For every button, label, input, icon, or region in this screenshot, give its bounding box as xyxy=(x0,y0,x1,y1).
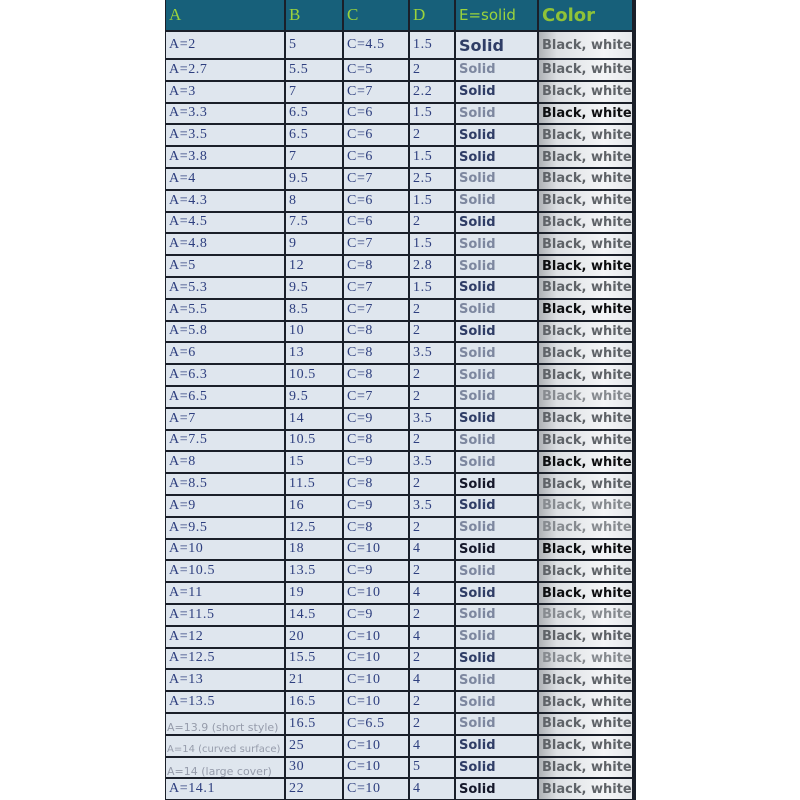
cell-c: C=7 xyxy=(344,387,408,407)
cell-a xyxy=(166,714,284,734)
table-row xyxy=(166,452,632,472)
cell-a: A=13 xyxy=(166,670,284,690)
cell-d: 3.5 xyxy=(410,496,454,516)
cell-color: Black, white xyxy=(539,452,632,472)
cell-color: Black, white xyxy=(539,627,632,647)
cell-b: 5 xyxy=(286,32,342,58)
table-row xyxy=(166,758,632,778)
cell-e: Solid xyxy=(456,431,537,451)
cell-b: 7 xyxy=(286,82,342,102)
table-row xyxy=(166,234,632,254)
cell-b: 14.5 xyxy=(286,605,342,625)
cell-d: 2 xyxy=(410,300,454,320)
cell-d: 2 xyxy=(410,213,454,233)
cell-a: A=2.7 xyxy=(166,60,284,80)
cell-a: A=2 xyxy=(166,32,284,58)
cell-b: 6.5 xyxy=(286,104,342,124)
cell-color: Black, white xyxy=(539,365,632,385)
cell-b: 21 xyxy=(286,670,342,690)
cell-color: Black, white xyxy=(539,518,632,538)
header-d: D xyxy=(410,0,454,30)
cell-color: Black, white xyxy=(539,60,632,80)
cell-c: C=10 xyxy=(344,758,408,778)
cell-e: Solid xyxy=(456,409,537,429)
cell-e: Solid xyxy=(456,670,537,690)
header-e: E=solid xyxy=(456,0,537,30)
cell-e: Solid xyxy=(456,583,537,603)
cell-e: Solid xyxy=(456,387,537,407)
table-row xyxy=(166,670,632,690)
cell-color: Black, white xyxy=(539,191,632,211)
cell-color: Black, white xyxy=(539,213,632,233)
cell-a: A=13.5 xyxy=(166,692,284,712)
cell-d: 4 xyxy=(410,736,454,756)
cell-b: 12 xyxy=(286,256,342,276)
table-row xyxy=(166,191,632,211)
header-b: B xyxy=(286,0,342,30)
table-row xyxy=(166,387,632,407)
cell-e: Solid xyxy=(456,474,537,494)
cell-c: C=8 xyxy=(344,518,408,538)
cell-e: Solid xyxy=(456,692,537,712)
table-row xyxy=(166,409,632,429)
cell-c: C=6 xyxy=(344,125,408,145)
cell-c: C=10 xyxy=(344,736,408,756)
cell-e: Solid xyxy=(456,191,537,211)
cell-b: 14 xyxy=(286,409,342,429)
cell-d: 1.5 xyxy=(410,32,454,58)
cell-a: A=6.5 xyxy=(166,387,284,407)
cell-a: A=12 xyxy=(166,627,284,647)
cell-e: Solid xyxy=(456,278,537,298)
cell-b: 16.5 xyxy=(286,692,342,712)
table-row xyxy=(166,627,632,647)
cell-d: 2 xyxy=(410,322,454,342)
cell-c: C=7 xyxy=(344,278,408,298)
overlay-label-curved-surface: A=14 (curved surface) xyxy=(167,744,281,755)
cell-d: 2.5 xyxy=(410,169,454,189)
cell-e: Solid xyxy=(456,147,537,167)
cell-b: 13 xyxy=(286,343,342,363)
header-row xyxy=(166,0,632,30)
cell-a: A=5.8 xyxy=(166,322,284,342)
cell-color: Black, white xyxy=(539,125,632,145)
cell-b: 12.5 xyxy=(286,518,342,538)
cell-d: 2 xyxy=(410,692,454,712)
cell-color: Black, white xyxy=(539,322,632,342)
cell-b: 19 xyxy=(286,583,342,603)
cell-a: A=4 xyxy=(166,169,284,189)
cell-d: 4 xyxy=(410,670,454,690)
cell-c: C=8 xyxy=(344,431,408,451)
cell-d: 2 xyxy=(410,60,454,80)
cell-b: 15 xyxy=(286,452,342,472)
table-row xyxy=(166,32,632,58)
cell-b: 25 xyxy=(286,736,342,756)
cell-c: C=6.5 xyxy=(344,714,408,734)
cell-color: Black, white xyxy=(539,758,632,778)
cell-c: C=6 xyxy=(344,147,408,167)
cell-b: 8.5 xyxy=(286,300,342,320)
cell-c: C=6 xyxy=(344,191,408,211)
cell-d: 2 xyxy=(410,125,454,145)
cell-c: C=10 xyxy=(344,670,408,690)
cell-e: Solid xyxy=(456,758,537,778)
cell-c: C=7 xyxy=(344,300,408,320)
cell-a: A=12.5 xyxy=(166,649,284,669)
table-row xyxy=(166,213,632,233)
cell-color: Black, white xyxy=(539,779,632,799)
table-body xyxy=(166,32,632,799)
cell-b: 9.5 xyxy=(286,387,342,407)
cell-color: Black, white xyxy=(539,169,632,189)
table-row xyxy=(166,82,632,102)
cell-color: Black, white xyxy=(539,474,632,494)
cell-e: Solid xyxy=(456,60,537,80)
table-row xyxy=(166,649,632,669)
cell-d: 1.5 xyxy=(410,191,454,211)
cell-b: 10.5 xyxy=(286,431,342,451)
cell-b: 5.5 xyxy=(286,60,342,80)
cell-d: 2 xyxy=(410,474,454,494)
table-row xyxy=(166,60,632,80)
table-row xyxy=(166,104,632,124)
table-row xyxy=(166,561,632,581)
cell-e: Solid xyxy=(456,343,537,363)
cell-color: Black, white xyxy=(539,387,632,407)
cell-e: Solid xyxy=(456,234,537,254)
cell-color: Black, white xyxy=(539,278,632,298)
cell-e: Solid xyxy=(456,82,537,102)
cell-b: 9.5 xyxy=(286,169,342,189)
cell-c: C=9 xyxy=(344,561,408,581)
table-row xyxy=(166,278,632,298)
cell-a: A=3.3 xyxy=(166,104,284,124)
cell-color: Black, white xyxy=(539,300,632,320)
cell-b: 16.5 xyxy=(286,714,342,734)
cell-c: C=10 xyxy=(344,649,408,669)
cell-color: Black, white xyxy=(539,736,632,756)
cell-a: A=5.5 xyxy=(166,300,284,320)
cell-a: A=4.8 xyxy=(166,234,284,254)
cell-a: A=6 xyxy=(166,343,284,363)
cell-color: Black, white xyxy=(539,82,632,102)
cell-color: Black, white xyxy=(539,649,632,669)
cell-b: 8 xyxy=(286,191,342,211)
cell-d: 2 xyxy=(410,605,454,625)
cell-e: Solid xyxy=(456,322,537,342)
cell-a: A=9 xyxy=(166,496,284,516)
cell-c: C=9 xyxy=(344,452,408,472)
cell-e: Solid xyxy=(456,125,537,145)
cell-e: Solid xyxy=(456,518,537,538)
cell-d: 1.5 xyxy=(410,278,454,298)
cell-b: 9.5 xyxy=(286,278,342,298)
table-row xyxy=(166,714,632,734)
cell-a: A=11 xyxy=(166,583,284,603)
cell-d: 5 xyxy=(410,758,454,778)
cell-d: 2 xyxy=(410,431,454,451)
cell-d: 2.8 xyxy=(410,256,454,276)
cell-b: 7 xyxy=(286,147,342,167)
cell-e: Solid xyxy=(456,452,537,472)
cell-e: Solid xyxy=(456,300,537,320)
cell-d: 3.5 xyxy=(410,343,454,363)
cell-b: 10.5 xyxy=(286,365,342,385)
cell-a: A=3 xyxy=(166,82,284,102)
cell-a xyxy=(166,758,284,778)
cell-d: 1.5 xyxy=(410,234,454,254)
cell-e: Solid xyxy=(456,736,537,756)
table-row xyxy=(166,169,632,189)
cell-e: Solid xyxy=(456,605,537,625)
header-color: Color xyxy=(539,0,632,30)
cell-c: C=10 xyxy=(344,627,408,647)
cell-e: Solid xyxy=(456,104,537,124)
cell-d: 3.5 xyxy=(410,409,454,429)
overlay-label-short-style: A=13.9 (short style) xyxy=(167,721,279,734)
cell-d: 2 xyxy=(410,561,454,581)
cell-c: C=4.5 xyxy=(344,32,408,58)
cell-a: A=3.5 xyxy=(166,125,284,145)
table-row xyxy=(166,779,632,799)
cell-e: Solid xyxy=(456,32,537,58)
cell-b: 30 xyxy=(286,758,342,778)
cell-d: 2 xyxy=(410,649,454,669)
cell-a: A=3.8 xyxy=(166,147,284,167)
cell-color: Black, white xyxy=(539,561,632,581)
cell-color: Black, white xyxy=(539,692,632,712)
overlay-label-large-cover: A=14 (large cover) xyxy=(167,765,272,778)
cell-b: 20 xyxy=(286,627,342,647)
cell-c: C=10 xyxy=(344,540,408,560)
cell-b: 18 xyxy=(286,540,342,560)
cell-c: C=10 xyxy=(344,583,408,603)
cell-c: C=10 xyxy=(344,779,408,799)
cell-a: A=7.5 xyxy=(166,431,284,451)
table-row xyxy=(166,256,632,276)
cell-color: Black, white xyxy=(539,583,632,603)
cell-a: A=4.5 xyxy=(166,213,284,233)
cell-c: C=7 xyxy=(344,234,408,254)
cell-e: Solid xyxy=(456,627,537,647)
cell-c: C=8 xyxy=(344,474,408,494)
cell-e: Solid xyxy=(456,496,537,516)
cell-e: Solid xyxy=(456,779,537,799)
table-row xyxy=(166,300,632,320)
cell-a: A=8 xyxy=(166,452,284,472)
cell-color: Black, white xyxy=(539,714,632,734)
cell-color: Black, white xyxy=(539,605,632,625)
cell-a: A=10.5 xyxy=(166,561,284,581)
table-row xyxy=(166,322,632,342)
cell-a: A=11.5 xyxy=(166,605,284,625)
table-row xyxy=(166,496,632,516)
cell-e: Solid xyxy=(456,213,537,233)
cell-b: 6.5 xyxy=(286,125,342,145)
cell-d: 4 xyxy=(410,627,454,647)
cell-c: C=9 xyxy=(344,409,408,429)
cell-d: 2.2 xyxy=(410,82,454,102)
cell-a: A=4.3 xyxy=(166,191,284,211)
table-row xyxy=(166,518,632,538)
table-row xyxy=(166,431,632,451)
table-row xyxy=(166,125,632,145)
cell-c: C=8 xyxy=(344,256,408,276)
spec-table xyxy=(165,0,634,800)
header-a: A xyxy=(166,0,284,30)
cell-c: C=7 xyxy=(344,169,408,189)
cell-e: Solid xyxy=(456,169,537,189)
table-row xyxy=(166,540,632,560)
cell-b: 7.5 xyxy=(286,213,342,233)
cell-color: Black, white xyxy=(539,540,632,560)
cell-b: 9 xyxy=(286,234,342,254)
cell-a: A=6.3 xyxy=(166,365,284,385)
cell-d: 2 xyxy=(410,387,454,407)
cell-b: 10 xyxy=(286,322,342,342)
cell-c: C=8 xyxy=(344,365,408,385)
table-row xyxy=(166,583,632,603)
cell-color: Black, white xyxy=(539,147,632,167)
header-c: C xyxy=(344,0,408,30)
cell-d: 1.5 xyxy=(410,104,454,124)
table-row xyxy=(166,343,632,363)
cell-b: 15.5 xyxy=(286,649,342,669)
cell-a: A=8.5 xyxy=(166,474,284,494)
cell-c: C=5 xyxy=(344,60,408,80)
table-row xyxy=(166,736,632,756)
spec-table-container xyxy=(165,0,636,800)
cell-b: 13.5 xyxy=(286,561,342,581)
cell-color: Black, white xyxy=(539,32,632,58)
table-row xyxy=(166,474,632,494)
cell-color: Black, white xyxy=(539,409,632,429)
cell-d: 2 xyxy=(410,714,454,734)
cell-d: 2 xyxy=(410,518,454,538)
table-row xyxy=(166,692,632,712)
cell-color: Black, white xyxy=(539,496,632,516)
cell-color: Black, white xyxy=(539,104,632,124)
cell-c: C=8 xyxy=(344,322,408,342)
table-row xyxy=(166,147,632,167)
cell-d: 2 xyxy=(410,365,454,385)
cell-color: Black, white xyxy=(539,256,632,276)
cell-e: Solid xyxy=(456,561,537,581)
cell-c: C=9 xyxy=(344,605,408,625)
cell-c: C=6 xyxy=(344,213,408,233)
cell-c: C=6 xyxy=(344,104,408,124)
table-row xyxy=(166,605,632,625)
cell-a: A=10 xyxy=(166,540,284,560)
cell-b: 22 xyxy=(286,779,342,799)
cell-e: Solid xyxy=(456,256,537,276)
cell-d: 3.5 xyxy=(410,452,454,472)
cell-color: Black, white xyxy=(539,343,632,363)
cell-color: Black, white xyxy=(539,234,632,254)
cell-a: A=5 xyxy=(166,256,284,276)
cell-c: C=10 xyxy=(344,692,408,712)
cell-a: A=7 xyxy=(166,409,284,429)
cell-a xyxy=(166,736,284,756)
cell-e: Solid xyxy=(456,365,537,385)
cell-e: Solid xyxy=(456,714,537,734)
cell-color: Black, white xyxy=(539,431,632,451)
cell-d: 4 xyxy=(410,540,454,560)
cell-a: A=5.3 xyxy=(166,278,284,298)
table-row xyxy=(166,365,632,385)
cell-e: Solid xyxy=(456,649,537,669)
cell-a: A=14.1 xyxy=(166,779,284,799)
cell-b: 11.5 xyxy=(286,474,342,494)
cell-d: 4 xyxy=(410,779,454,799)
cell-a: A=9.5 xyxy=(166,518,284,538)
cell-d: 4 xyxy=(410,583,454,603)
cell-c: C=8 xyxy=(344,343,408,363)
cell-c: C=9 xyxy=(344,496,408,516)
cell-e: Solid xyxy=(456,540,537,560)
cell-c: C=7 xyxy=(344,82,408,102)
cell-d: 1.5 xyxy=(410,147,454,167)
cell-b: 16 xyxy=(286,496,342,516)
cell-color: Black, white xyxy=(539,670,632,690)
